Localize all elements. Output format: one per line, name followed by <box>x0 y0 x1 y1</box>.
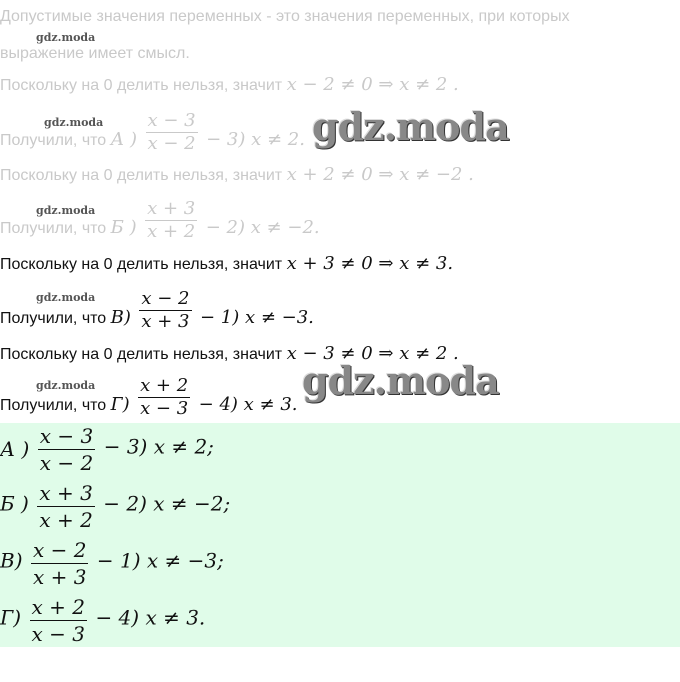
watermark-large: gdz.moda <box>302 358 499 403</box>
step-prefix: Получили, что <box>0 131 107 149</box>
option-label: Б ) <box>110 216 137 238</box>
step-prefix: Поскольку на 0 делить нельзя, значит <box>0 167 283 184</box>
step-math: x + 3 ≠ 0 ⇒ x ≠ 3. <box>286 253 454 274</box>
fraction <box>31 537 88 590</box>
step-math: − 2) x ≠ −2. <box>205 216 320 238</box>
answer-math: − 2) x ≠ −2; <box>103 491 231 516</box>
fraction <box>30 594 87 647</box>
option-label: В) <box>110 306 131 328</box>
option-label: Г) <box>0 605 22 630</box>
fraction-numerator: x + 3 <box>39 481 93 505</box>
fraction-numerator: x − 3 <box>39 424 94 448</box>
fraction-numerator: x − 2 <box>32 538 87 562</box>
option-label: Г) <box>110 393 130 415</box>
fraction-denominator: x − 3 <box>140 398 189 419</box>
intro-line-1: Допустимые значения переменных - это значения переменных, при которых <box>0 8 570 25</box>
fraction-denominator: x + 3 <box>32 565 87 589</box>
step-prefix: Получили, что <box>0 219 107 237</box>
answer-math: − 1) x ≠ −3; <box>96 548 224 573</box>
fraction-denominator: x + 3 <box>141 311 190 332</box>
answer-line <box>0 423 214 476</box>
watermark-small: gdz.moda <box>44 116 104 129</box>
step-result <box>0 288 314 333</box>
fraction-numerator: x + 3 <box>147 198 196 219</box>
fraction-numerator: x + 2 <box>140 375 189 396</box>
fraction-denominator: x − 2 <box>39 451 94 475</box>
fraction-denominator: x − 2 <box>147 133 196 154</box>
step-math: x − 2 ≠ 0 ⇒ x ≠ 2 . <box>286 74 459 95</box>
watermark-small: gdz.moda <box>36 379 96 392</box>
step-condition <box>0 164 474 185</box>
fraction <box>37 480 94 533</box>
step-math: − 3) x ≠ 2. <box>206 128 305 150</box>
fraction <box>138 375 190 420</box>
option-label: В) <box>0 548 23 573</box>
fraction <box>139 288 191 333</box>
step-result <box>0 110 305 155</box>
step-prefix: Поскольку на 0 делить нельзя, значит <box>0 77 283 94</box>
fraction-denominator: x − 3 <box>31 622 85 646</box>
fraction <box>38 423 95 476</box>
answer-line <box>0 537 224 590</box>
fraction-numerator: x − 2 <box>141 288 190 309</box>
option-label: А ) <box>0 436 30 461</box>
step-condition <box>0 253 453 274</box>
step-math: x − 3 ≠ 0 ⇒ x ≠ 2 . <box>286 343 459 364</box>
step-math: − 4) x ≠ 3. <box>198 393 298 415</box>
step-prefix: Поскольку на 0 делить нельзя, значит <box>0 256 283 273</box>
step-math: x + 2 ≠ 0 ⇒ x ≠ −2 . <box>286 164 474 185</box>
answer-math: − 3) x ≠ 2; <box>103 434 214 459</box>
intro-line-2: выражение имеет смысл. <box>0 45 190 62</box>
answer-line <box>0 594 205 647</box>
watermark-small: gdz.moda <box>36 204 96 217</box>
fraction-denominator: x + 2 <box>39 508 93 532</box>
answer-block <box>0 423 680 647</box>
step-prefix: Получили, что <box>0 309 107 327</box>
watermark-small: gdz.moda <box>36 291 96 304</box>
option-label: Б ) <box>0 491 29 516</box>
fraction <box>146 110 198 155</box>
fraction-numerator: x − 3 <box>147 110 196 131</box>
watermark-large: gdz.moda <box>312 104 509 149</box>
step-result <box>0 375 298 420</box>
answer-line <box>0 480 230 533</box>
step-prefix: Получили, что <box>0 396 107 414</box>
step-result <box>0 198 320 243</box>
step-math: − 1) x ≠ −3. <box>199 306 314 328</box>
fraction-denominator: x + 2 <box>147 221 196 242</box>
answer-math: − 4) x ≠ 3. <box>95 605 206 630</box>
step-prefix: Поскольку на 0 делить нельзя, значит <box>0 346 283 363</box>
fraction <box>145 198 197 243</box>
watermark-small: gdz.moda <box>36 31 96 44</box>
fraction-numerator: x + 2 <box>31 595 85 619</box>
option-label: А ) <box>110 128 138 150</box>
step-condition <box>0 74 459 95</box>
